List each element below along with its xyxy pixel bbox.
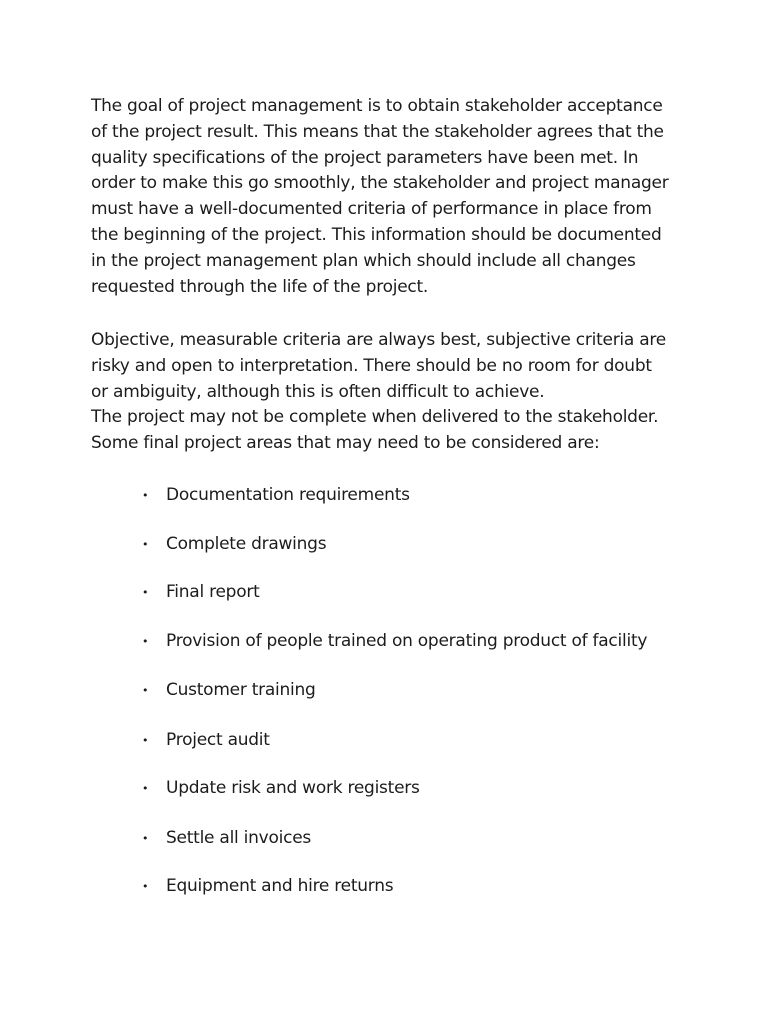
- bullet-icon: •: [142, 489, 149, 502]
- list-item: [142, 677, 702, 703]
- paragraph-line: in the project management plan which should include all changes: [91, 250, 636, 271]
- list-item-text: Customer training: [166, 680, 316, 700]
- bullet-icon: •: [142, 832, 149, 845]
- list-item-text: Final report: [166, 582, 260, 602]
- paragraph-line: order to make this go smoothly, the stakeholder and project manager: [91, 173, 669, 194]
- list-item: [142, 727, 702, 753]
- list-item-text: Equipment and hire returns: [166, 876, 394, 896]
- paragraph-line: risky and open to interpretation. There should be no room for doubt: [91, 355, 652, 376]
- bullet-icon: •: [142, 880, 149, 893]
- paragraph-line: or ambiguity, although this is often difficult to achieve.: [91, 381, 545, 402]
- list-item-text: Project audit: [166, 730, 270, 750]
- list-item-text: Update risk and work registers: [166, 778, 420, 798]
- list-item: [142, 579, 702, 605]
- bullet-icon: •: [142, 782, 149, 795]
- paragraph-criteria: [91, 328, 681, 457]
- paragraph-stakeholder-acceptance: [91, 94, 681, 300]
- bullet-icon: •: [142, 684, 149, 697]
- paragraph-line: Some final project areas that may need to be considered are:: [91, 433, 600, 454]
- bullet-icon: •: [142, 734, 149, 747]
- list-item-text: Complete drawings: [166, 534, 327, 554]
- paragraph-line: must have a well-documented criteria of performance in place from: [91, 199, 652, 220]
- list-item-text: Settle all invoices: [166, 828, 312, 848]
- paragraph-line: the beginning of the project. This information should be documented: [91, 224, 662, 245]
- list-item: [142, 482, 702, 508]
- paragraph-line: Objective, measurable criteria are always best, subjective criteria are: [91, 330, 666, 350]
- list-item-text: Provision of people trained on operating product of facility: [166, 631, 648, 651]
- list-item: [142, 873, 702, 899]
- paragraph-line: The project may not be complete when delivered to the stakeholder.: [91, 407, 659, 428]
- list-item: [142, 531, 702, 557]
- bullet-icon: •: [142, 586, 149, 599]
- bullet-icon: •: [142, 635, 149, 648]
- paragraph-line: quality specifications of the project parameters have been met. In: [91, 147, 639, 168]
- list-item: [142, 825, 702, 851]
- list-item: [142, 628, 702, 654]
- paragraph-line: The goal of project management is to obtain stakeholder acceptance: [91, 96, 663, 116]
- paragraph-line: requested through the life of the project.: [91, 276, 429, 297]
- paragraph-line: of the project result. This means that the stakeholder agrees that the: [91, 121, 664, 142]
- list-item-text: Documentation requirements: [166, 485, 410, 505]
- list-item: [142, 775, 702, 801]
- bullet-icon: •: [142, 538, 149, 551]
